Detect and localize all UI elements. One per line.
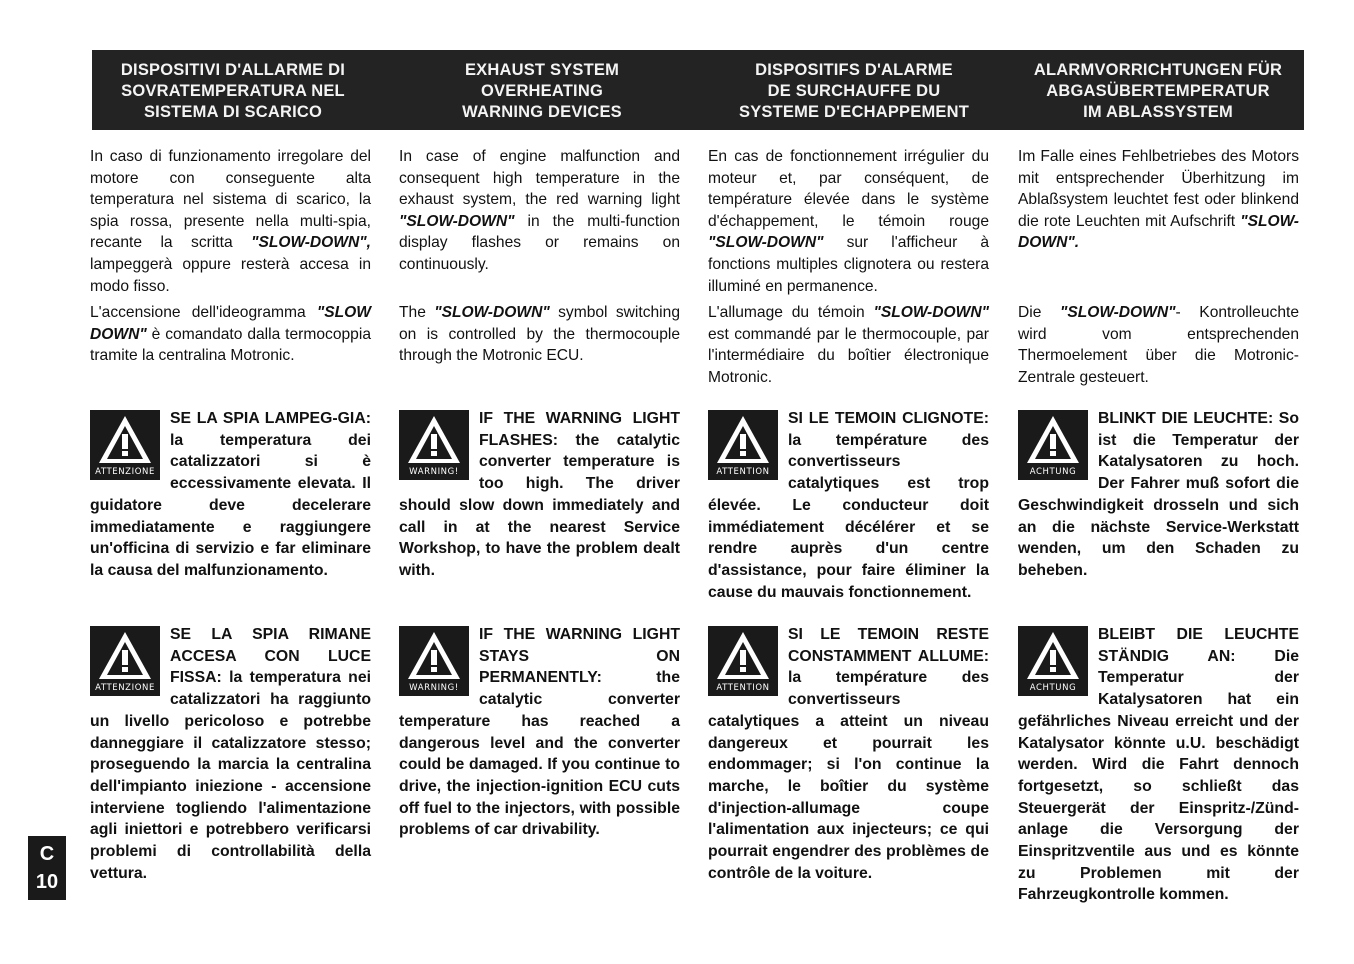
- warning-text: SE LA SPIA RIMANE ACCESA CON LUCE FISSA: la temperatura nei catalizzatori ha raggiunto un livello pericoloso e potrebbe danneggiare il catalizzatore stesso; proseguendo la marcia la centralina dell'impianto iniezione - accensione interviene togliendo l'alimentazione agli iniettori e potrebbero verificarsi problemi di controllabilità della vettura.: [90, 626, 371, 882]
- heading-en: EXHAUST SYSTEM OVERHEATING WARNING DEVICES: [462, 60, 622, 121]
- column-de: [1018, 146, 1299, 904]
- column-fr: [708, 146, 989, 882]
- warning-triangle-icon: [1018, 410, 1088, 480]
- warning-icon-label: ATTENTION: [716, 683, 770, 693]
- warning-steady: [399, 624, 680, 841]
- heading-de: ALARMVORRICHTUNGEN FÜR ABGASÜBERTEMPERATUR IM ABLASSYSTEM: [1033, 60, 1283, 121]
- symbol-paragraph: L'accensione dell'ideogramma "SLOW DOWN" è comandato dalla termocoppia tramite la centralina Motronic.: [90, 304, 371, 365]
- warning-icon-label: ATTENZIONE: [95, 683, 155, 693]
- symbol-paragraph: L'allumage du témoin "SLOW-DOWN" est commandé par le thermocouple, par l'intermédiaire du boîtier électronique Motronic.: [708, 304, 989, 386]
- heading-fr: DISPOSITIFS D'ALARME DE SURCHAUFFE DU SYSTEME D'ECHAPPEMENT: [739, 60, 969, 121]
- symbol-paragraph: Die "SLOW-DOWN"- Kontrolleuchte wird vom entsprechenden Thermoelement über die Motronic-Zentrale gesteuert.: [1018, 304, 1299, 386]
- intro-paragraph: Im Falle eines Fehlbetriebes des Motors mit entsprechender Überhitzung im Ablaßsystem leuchtet fest oder blinkend die rote Leuchten mit Aufschrift "SLOW-DOWN".: [1018, 148, 1299, 252]
- warning-text: SI LE TEMOIN RESTE CONSTAMMENT ALLUME: la température des convertisseurs catalytiques a atteint un niveau dangereux et pourrait les endommager; si l'on continue la marche, le boîtier du système d'injection-allumage coupe l'alimentation aux injecteurs; ce qui pourrait engendrer des problèmes de contrôle de la voiture.: [708, 626, 989, 882]
- warning-flashing: [708, 408, 989, 603]
- warning-steady: [708, 624, 989, 884]
- intro-paragraph: En cas de fonctionnement irrégulier du moteur et, par conséquent, de température élevée dans le système d'échappement, le témoin rouge "SLOW-DOWN" sur l'afficheur à fonctions multiples clignotera ou restera illuminé en permanence.: [708, 148, 989, 295]
- warning-triangle-icon: [399, 410, 469, 480]
- warning-text: IF THE WARNING LIGHT FLASHES: the catalytic converter temperature is too high. The driver should slow down immediately and call in at the nearest Service Workshop, to have the problem dealt with.: [399, 410, 680, 579]
- intro-paragraph: In caso di funzionamento irregolare del motore con conseguente alta temperatura nel sistema di scarico, la spia rossa, presente nella multi-spia, recante la scritta "SLOW-DOWN", lampeggerà oppure resterà accesa in modo fisso.: [90, 148, 371, 295]
- warning-triangle-icon: [399, 626, 469, 696]
- warning-icon-label: WARNING!: [409, 683, 459, 693]
- symbol-paragraph: The "SLOW-DOWN" symbol switching on is controlled by the thermocouple through the Motronic ECU.: [399, 304, 680, 365]
- heading-it: DISPOSITIVI D'ALLARME DI SOVRATEMPERATURA NEL SISTEMA DI SCARICO: [120, 60, 346, 121]
- warning-flashing: [399, 408, 680, 582]
- warning-icon-label: WARNING!: [409, 467, 459, 477]
- column-it: [90, 146, 371, 882]
- warning-icon-label: ACHTUNG: [1029, 467, 1077, 477]
- section-letter: C: [39, 843, 55, 865]
- page-tab: [28, 836, 66, 900]
- warning-icon-label: ATTENZIONE: [95, 467, 155, 477]
- warning-steady: [1018, 624, 1299, 906]
- warning-triangle-icon: [90, 410, 160, 480]
- warning-text: BLEIBT DIE LEUCHTE STÄNDIG AN: Die Temperatur der Katalysatoren hat ein gefährliches Niveau erreicht und der Katalysator könnte u.U. beschädigt werden. Wird die Fahrt dennoch fortgesetzt, so schließt das Steuergerät der Einspritz-/Zünd-anlage die Versorgung der Einspritzventile aus und es könnte zu Problemen mit der Fahrzeugkontrolle kommen.: [1018, 626, 1299, 904]
- warning-text: IF THE WARNING LIGHT STAYS ON PERMANENTLY: the catalytic converter temperature has reached a dangerous level and the converter could be damaged. If you continue to drive, the injection-ignition ECU cuts off fuel to the injectors, with possible problems of car drivability.: [399, 626, 680, 839]
- warning-steady: [90, 624, 371, 884]
- warning-triangle-icon: [1018, 626, 1088, 696]
- column-en: [399, 146, 680, 839]
- warning-triangle-icon: [90, 626, 160, 696]
- warning-text: BLINKT DIE LEUCHTE: So ist die Temperatur der Katalysatoren zu hoch. Der Fahrer muß sofort die Geschwindigkeit drosseln und sich an die nächste Service-Werkstatt wenden, um den Schaden zu beheben.: [1018, 410, 1299, 579]
- page-number: 10: [35, 871, 59, 893]
- warning-icon-label: ACHTUNG: [1029, 683, 1077, 693]
- warning-flashing: [1018, 408, 1299, 582]
- intro-paragraph: In case of engine malfunction and consequent high temperature in the exhaust system, the red warning light "SLOW-DOWN" in the multi-function display flashes or remains on continuously.: [399, 148, 680, 273]
- warning-text: SI LE TEMOIN CLIGNOTE: la température des convertisseurs catalytiques est trop élevée. Le conducteur doit immédiatement décélérer et se rendre auprès d'un centre d'assistance, pour faire éliminer la cause du mauvais fonctionnement.: [708, 410, 989, 601]
- warning-triangle-icon: [708, 410, 778, 480]
- warning-triangle-icon: [708, 626, 778, 696]
- warning-flashing: [90, 408, 371, 582]
- warning-icon-label: ATTENTION: [716, 467, 770, 477]
- warning-text: SE LA SPIA LAMPEG-GIA: la temperatura dei catalizzatori si è eccessivamente elevata. Il guidatore deve decelerare immediatamente e raggiungere un'officina di servizio e far eliminare la causa del malfunzionamento.: [90, 410, 371, 579]
